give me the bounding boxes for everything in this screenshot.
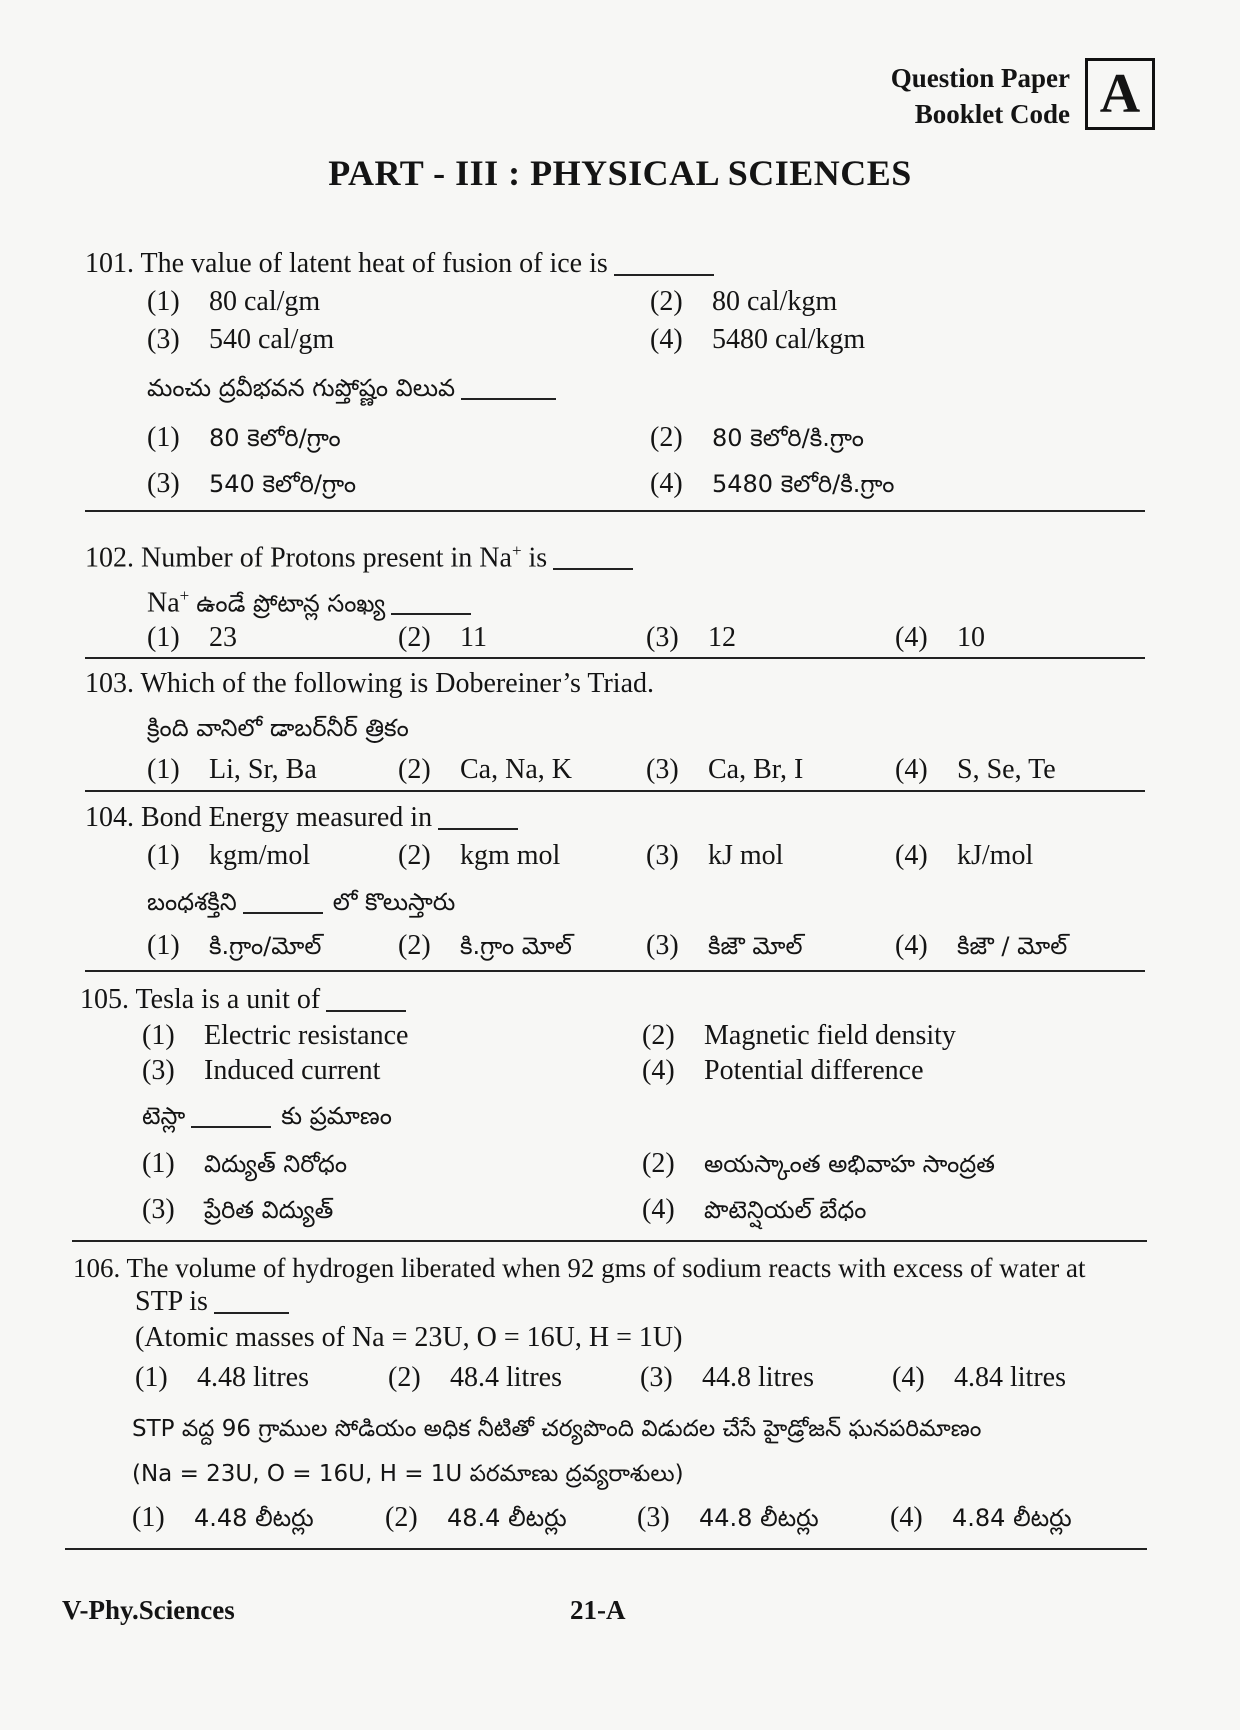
option: (3) Ca, Br, I: [646, 754, 804, 785]
option: (3) 12: [646, 622, 736, 653]
answer-blank: [326, 1009, 406, 1012]
option: (1) kgm/mol: [147, 840, 311, 871]
answer-blank: [214, 1311, 289, 1314]
question-text: 103. Which of the following is Dobereiner’s Triad.: [85, 668, 655, 699]
option: (1) విద్యుత్ నిరోధం: [142, 1148, 348, 1179]
booklet-label-line2: Booklet Code: [914, 99, 1070, 129]
question-divider: [85, 790, 1145, 792]
option: (2) అయస్కాంత అభివాహ సాంద్రత: [642, 1148, 995, 1179]
option: (4) S, Se, Te: [895, 754, 1056, 785]
question-divider: [65, 1548, 1147, 1550]
question-text-telugu: STP వద్ద 96 గ్రాముల సోడియం అధిక నీటితో చర్యపొంది విడుదల చేసే హైడ్రోజన్ ఘనపరిమాణం: [132, 1416, 982, 1442]
booklet-label-line1: Question Paper: [890, 63, 1070, 93]
question-divider: [72, 1240, 1147, 1242]
option: (3) 44.8 litres: [640, 1362, 814, 1393]
option: (2) 48.4 litres: [388, 1362, 562, 1393]
option: (1) 80 కెలోరి/గ్రాం: [147, 422, 341, 453]
option: (4) 4.84 litres: [892, 1362, 1066, 1393]
booklet-code-box: A: [1085, 58, 1155, 130]
question-text-telugu: మంచు ద్రవీభవన గుప్తోష్ణం విలువ: [147, 370, 556, 406]
booklet-code-label: [855, 60, 1070, 132]
option: (2) 80 cal/kgm: [650, 286, 838, 317]
option: (1) Electric resistance: [142, 1020, 409, 1051]
option: (3) Induced current: [142, 1055, 381, 1086]
part-title: PART - III : PHYSICAL SCIENCES: [328, 153, 912, 193]
question-text-telugu: క్రింది వానిలో డాబర్‌నీర్ త్రికం: [147, 714, 409, 742]
question-note: (Atomic masses of Na = 23U, O = 16U, H = 1U): [135, 1322, 683, 1353]
question-note-telugu: (Na = 23U, O = 16U, H = 1U పరమాణు ద్రవ్యరాశులు): [132, 1461, 684, 1487]
option: (4) Potential difference: [642, 1055, 924, 1086]
page-number: 21-A: [570, 1595, 626, 1625]
option: (2) kgm mol: [398, 840, 561, 871]
question-text-cont: STP is: [135, 1284, 289, 1320]
option: (2) Ca, Na, K: [398, 754, 572, 785]
option: (2) కి.గ్రాం మోల్: [398, 930, 572, 961]
option: (3) కిజౌ మోల్: [646, 930, 803, 961]
option: (3) ప్రేరిత విద్యుత్: [142, 1194, 334, 1225]
option: (4) పొటెన్షియల్ బేధం: [642, 1194, 867, 1225]
question-text-telugu: Na+ ఉండే ప్రోటాన్ల సంఖ్య: [147, 578, 471, 621]
question-text: 106. The volume of hydrogen liberated when 92 gms of sodium reacts with excess of water at: [73, 1253, 1086, 1283]
option: (4) kJ/mol: [895, 840, 1034, 871]
option: (1) 23: [147, 622, 237, 653]
question-divider: [85, 657, 1145, 659]
question-text: 105. Tesla is a unit of: [80, 982, 406, 1018]
question-text: 102. Number of Protons present in Na+ is: [85, 533, 633, 576]
option: (3) kJ mol: [646, 840, 784, 871]
option: (4) 10: [895, 622, 985, 653]
option: (3) 44.8 లీటర్లు: [637, 1502, 819, 1533]
answer-blank: [243, 911, 323, 914]
question-text: 104. Bond Energy measured in: [85, 800, 518, 836]
question-divider: [85, 970, 1145, 972]
option: (3) 540 cal/gm: [147, 324, 335, 355]
question-divider: [85, 510, 1145, 512]
option: (1) 4.48 లీటర్లు: [132, 1502, 314, 1533]
option: (1) కి.గ్రాం/మోల్: [147, 930, 322, 961]
option: (4) కిజౌ / మోల్: [895, 930, 1068, 961]
question-text-telugu: టెస్లా కు ప్రమాణం: [142, 1102, 392, 1130]
option: (2) 11: [398, 622, 487, 653]
option: (1) 80 cal/gm: [147, 286, 321, 317]
question-text: 101. The value of latent heat of fusion of ice is: [85, 246, 714, 282]
question-text-telugu: బంధశక్తిని లో కొలుస్తారు: [147, 888, 456, 916]
footer-subject: V-Phy.Sciences: [62, 1595, 235, 1625]
answer-blank: [553, 567, 633, 570]
option: (2) Magnetic field density: [642, 1020, 956, 1051]
answer-blank: [438, 827, 518, 830]
option: (2) 48.4 లీటర్లు: [385, 1502, 567, 1533]
option: (3) 540 కెలోరి/గ్రాం: [147, 468, 356, 499]
option: (1) 4.48 litres: [135, 1362, 309, 1393]
option: (4) 5480 కెలోరి/కి.గ్రాం: [650, 468, 895, 499]
answer-blank: [461, 397, 556, 400]
option: (4) 4.84 లీటర్లు: [890, 1502, 1072, 1533]
option: (4) 5480 cal/kgm: [650, 324, 866, 355]
option: (2) 80 కెలోరి/కి.గ్రాం: [650, 422, 864, 453]
answer-blank: [191, 1125, 271, 1128]
option: (1) Li, Sr, Ba: [147, 754, 317, 785]
answer-blank: [614, 273, 714, 276]
answer-blank: [391, 612, 471, 615]
